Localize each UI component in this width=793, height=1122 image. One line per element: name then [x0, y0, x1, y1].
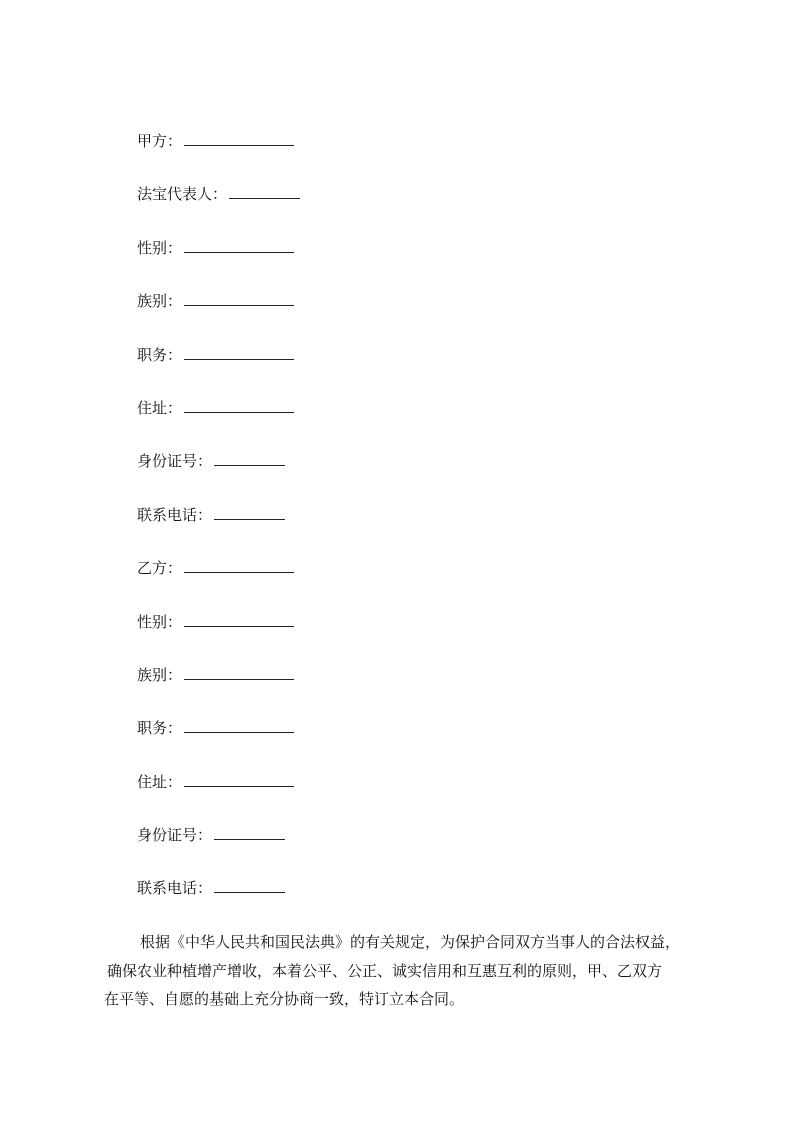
- fill-in-blank: [214, 822, 285, 840]
- field-party-b-id-number: [137, 822, 697, 875]
- field-label: 住址：: [137, 398, 183, 417]
- fill-in-blank: [184, 715, 294, 733]
- field-label: 身份证号：: [137, 826, 213, 845]
- fill-in-blank: [229, 181, 300, 199]
- field-party-b: [137, 555, 697, 608]
- field-label: 联系电话：: [137, 879, 213, 898]
- field-label: 乙方：: [137, 559, 183, 578]
- field-label: 甲方：: [137, 132, 183, 150]
- fill-in-blank: [184, 342, 294, 360]
- field-party-a-ethnicity: [137, 288, 697, 341]
- party-info-fields: [137, 128, 697, 929]
- fill-in-blank: [214, 875, 285, 893]
- fill-in-blank: [184, 288, 294, 306]
- field-label: 身份证号：: [137, 452, 213, 471]
- fill-in-blank: [184, 235, 294, 253]
- field-party-a-id-number: [137, 448, 697, 501]
- field-legal-representative: [137, 181, 697, 234]
- fill-in-blank: [214, 502, 285, 520]
- field-label: 族别：: [137, 292, 183, 311]
- preamble-line: 确保农业种植增产增收，本着公平、公正、诚实信用和互惠互利的原则，甲、乙双方: [107, 961, 663, 980]
- field-label: 性别：: [137, 612, 183, 631]
- field-party-a: [137, 128, 697, 181]
- field-party-b-position: [137, 715, 697, 768]
- field-party-a-gender: [137, 235, 697, 288]
- field-party-a-position: [137, 342, 697, 395]
- fill-in-blank: [184, 395, 294, 413]
- field-label: 性别：: [137, 238, 183, 257]
- field-party-b-ethnicity: [137, 662, 697, 715]
- field-label: 住址：: [137, 772, 183, 791]
- field-party-a-address: [137, 395, 697, 448]
- fill-in-blank: [214, 448, 285, 466]
- field-party-b-phone: [137, 875, 697, 928]
- fill-in-blank: [184, 662, 294, 680]
- field-party-b-gender: [137, 609, 697, 662]
- field-label: 法宝代表人：: [137, 185, 228, 204]
- fill-in-blank: [184, 128, 294, 146]
- field-label: 职务：: [137, 719, 183, 738]
- fill-in-blank: [184, 769, 294, 787]
- field-label: 职务：: [137, 345, 183, 364]
- preamble-line: 根据《中华人民共和国民法典》的有关规定，为保护合同双方当事人的合法权益，: [140, 933, 681, 951]
- field-party-b-address: [137, 769, 697, 822]
- field-label: 联系电话：: [137, 505, 213, 524]
- preamble-line: 在平等、自愿的基础上充分协商一致，特订立本合同。: [104, 990, 465, 1008]
- field-label: 族别：: [137, 665, 183, 684]
- contract-preamble: [104, 928, 704, 1014]
- fill-in-blank: [184, 555, 294, 573]
- field-party-a-phone: [137, 502, 697, 555]
- fill-in-blank: [184, 609, 294, 627]
